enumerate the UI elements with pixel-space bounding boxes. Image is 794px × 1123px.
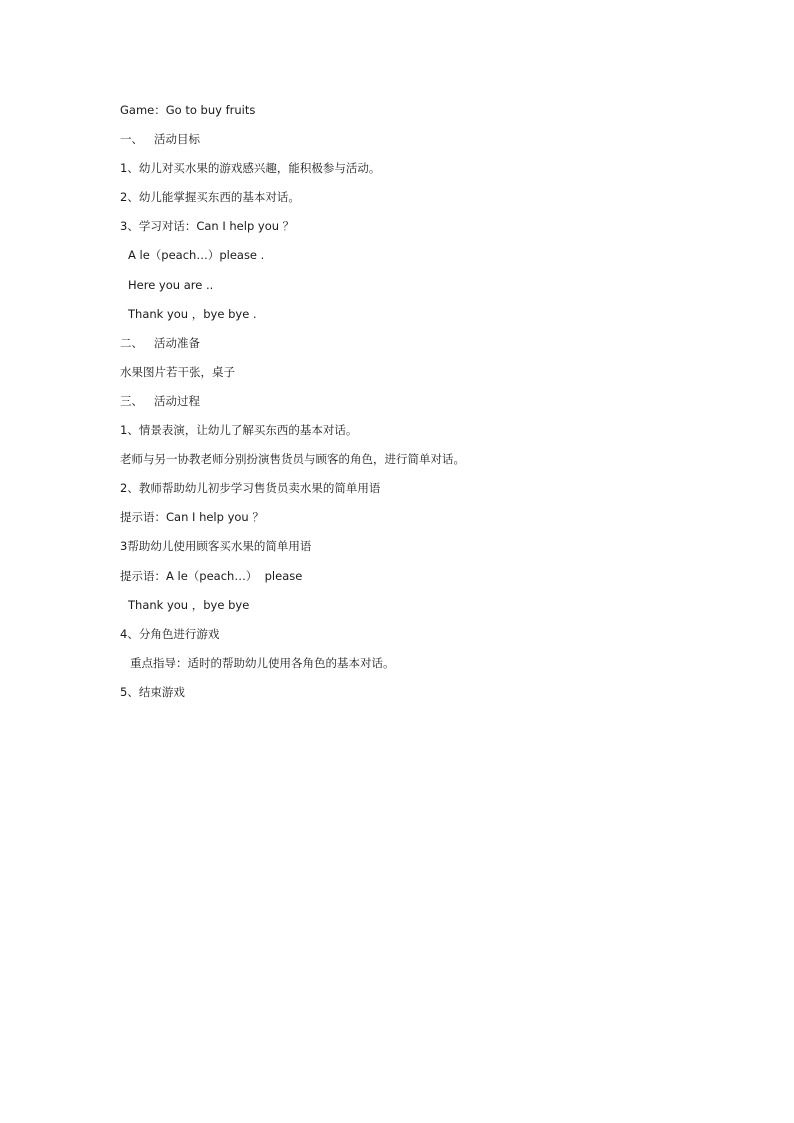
dialogue-line: Thank you ，bye bye <box>128 597 250 612</box>
section-heading-preparation: 二、 活动准备 <box>120 335 200 350</box>
dialogue-line: Here you are .. <box>128 277 214 292</box>
document-title: Game：Go to buy fruits <box>120 103 256 117</box>
dialogue-line: Thank you ，bye bye . <box>128 306 257 321</box>
guidance-text: 重点指导：适时的帮助幼儿使用各角色的基本对话。 <box>130 655 395 670</box>
process-step-1: 1、情景表演，让幼儿了解买东西的基本对话。 <box>120 423 358 438</box>
process-step-3: 3帮助幼儿使用顾客买水果的简单用语 <box>120 539 312 554</box>
objective-item-3: 3、学习对话：Can I help you ？ <box>120 219 295 234</box>
objective-item-2: 2、幼儿能掌握买东西的基本对话。 <box>120 190 300 205</box>
process-step-2: 2、教师帮助幼儿初步学习售货员卖水果的简单用语 <box>120 481 381 496</box>
process-step-5: 5、结束游戏 <box>120 684 185 699</box>
process-step-4: 4、分角色进行游戏 <box>120 626 220 641</box>
preparation-text: 水果图片若干张，桌子 <box>120 364 235 379</box>
document-body <box>120 101 740 712</box>
prompt-line: 提示语：Can I help you ？ <box>120 510 264 525</box>
prompt-line: 提示语：A le（peach…） please <box>120 568 303 583</box>
dialogue-line: A le（peach…）please . <box>128 248 265 263</box>
objective-item-1: 1、幼儿对买水果的游戏感兴趣，能积极参与活动。 <box>120 161 381 176</box>
section-heading-process: 三、 活动过程 <box>120 393 200 408</box>
section-heading-objectives: 一、 活动目标 <box>120 132 200 147</box>
process-step-1-detail: 老师与另一协教老师分别扮演售货员与顾客的角色，进行简单对话。 <box>120 452 465 467</box>
